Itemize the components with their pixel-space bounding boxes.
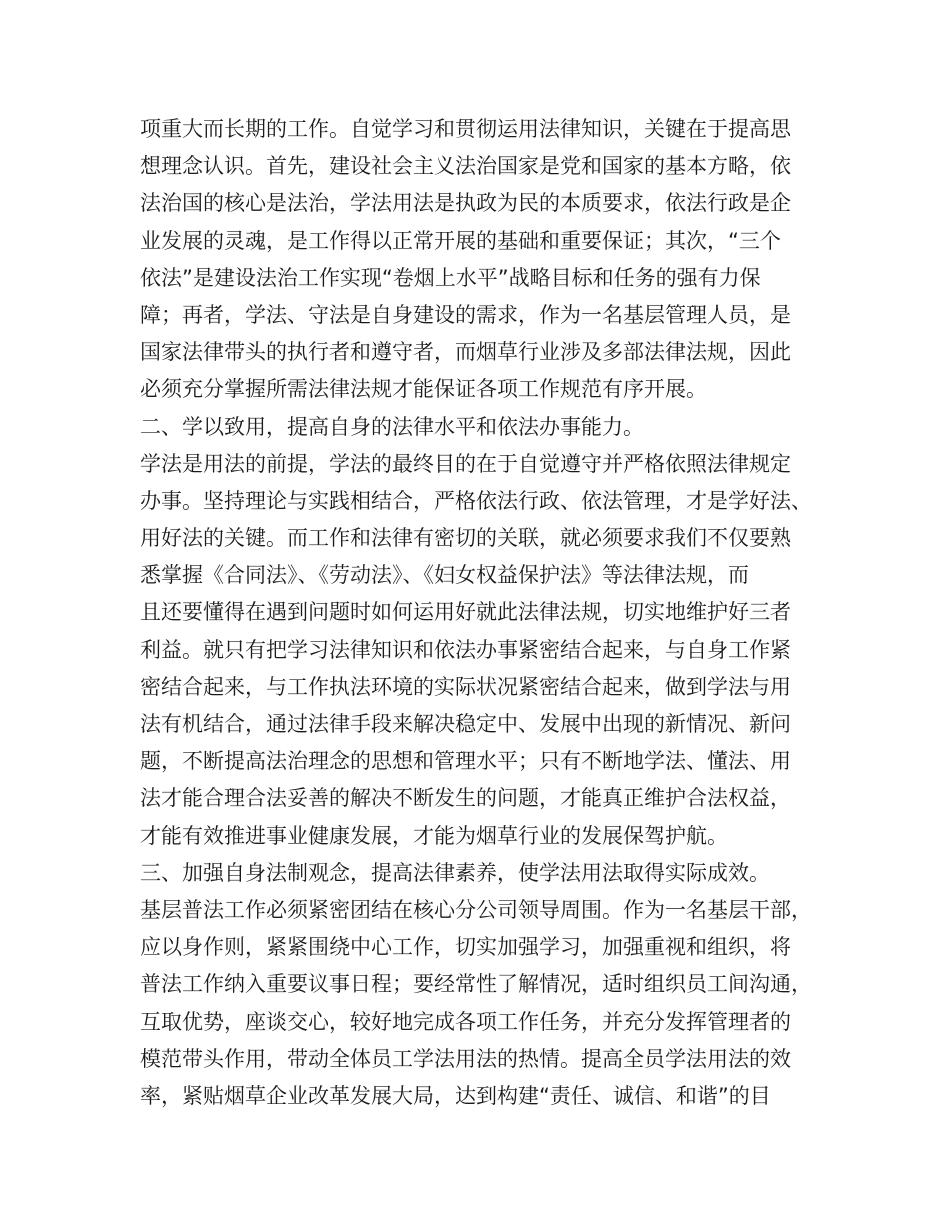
text-line: 业发展的灵魂，是工作得以正常开展的基础和重要保证；其次，“三个 bbox=[140, 228, 781, 253]
text-line: 想理念认识。首先，建设社会主义法治国家是党和国家的基本方略，依 bbox=[140, 154, 791, 179]
text-line: 法治国的核心是法治，学法用法是执政为民的本质要求，依法行政是企 bbox=[140, 191, 791, 216]
text-line: 国家法律带头的执行者和遵守者，而烟草行业涉及多部法律法规，因此 bbox=[140, 340, 791, 365]
text-line: 互取优势，座谈交心，较好地完成各项工作任务，并充分发挥管理者的 bbox=[140, 1009, 791, 1034]
text-line: 法有机结合，通过法律手段来解决稳定中、发展中出现的新情况、新问 bbox=[140, 712, 791, 736]
section-heading-2: 二、学以致用，提高自身的法律水平和依法办事能力。 bbox=[140, 414, 644, 439]
text-line: 题，不断提高法治理念的思想和管理水平；只有不断地学法、懂法、用 bbox=[140, 749, 791, 774]
text-line: 且还要懂得在遇到问题时如何运用好就此法律法规，切实地维护好三者 bbox=[140, 600, 791, 625]
text-line: 应以身作则，紧紧围绕中心工作，切实加强学习，加强重视和组织，将 bbox=[140, 935, 791, 960]
text-line: 密结合起来，与工作执法环境的实际状况紧密结合起来，做到学法与用 bbox=[140, 674, 791, 699]
text-line: 法才能合理合法妥善的解决不断发生的问题，才能真正维护合法权益， bbox=[140, 786, 791, 811]
text-line: 率，紧贴烟草企业改革发展大局，达到构建“责任、诚信、和谐”的目 bbox=[140, 1083, 771, 1108]
text-line: 必须充分掌握所需法律法规才能保证各项工作规范有序开展。 bbox=[140, 377, 707, 402]
text-line: 办事。坚持理论与实践相结合，严格依法行政、依法管理，才是学好法、 bbox=[140, 488, 812, 513]
text-line: 项重大而长期的工作。自觉学习和贯彻运用法律知识，关键在于提高思 bbox=[140, 117, 791, 141]
text-line: 障；再者，学法、守法是自身建设的需求，作为一名基层管理人员，是 bbox=[140, 302, 791, 327]
text-line: 用好法的关键。而工作和法律有密切的关联，就必须要求我们不仅要熟 bbox=[140, 526, 791, 551]
text-line: 才能有效推进事业健康发展，才能为烟草行业的发展保驾护航。 bbox=[140, 823, 728, 848]
text-line: 利益。就只有把学习法律知识和依法办事紧密结合起来，与自身工作紧 bbox=[140, 637, 791, 662]
text-line: 普法工作纳入重要议事日程；要经常性了解情况，适时组织员工间沟通， bbox=[140, 972, 812, 997]
text-line: 学法是用法的前提，学法的最终目的在于自觉遵守并严格依照法律规定 bbox=[140, 451, 791, 476]
document-body bbox=[140, 111, 840, 1115]
text-line: 依法”是建设法治工作实现“卷烟上水平”战略目标和任务的强有力保 bbox=[140, 265, 761, 290]
text-line: 模范带头作用，带动全体员工学法用法的热情。提高全员学法用法的效 bbox=[140, 1046, 791, 1071]
text-line: 悉掌握《合同法》、《劳动法》、《妇女权益保护法》等法律法规，而 bbox=[140, 563, 749, 588]
section-heading-3: 三、加强自身法制观念，提高法律素养，使学法用法取得实际成效。 bbox=[140, 860, 770, 885]
text-line: 基层普法工作必须紧密团结在核心分公司领导周围。作为一名基层干部， bbox=[140, 897, 812, 922]
